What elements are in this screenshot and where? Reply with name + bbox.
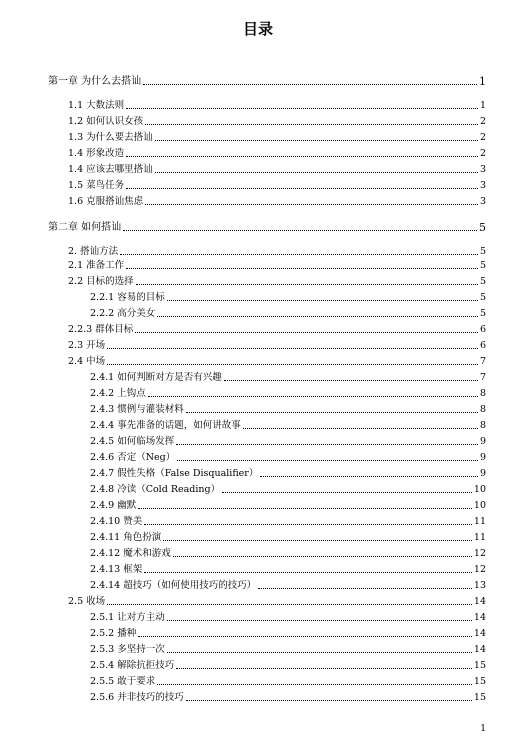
toc-entry-page: 9: [479, 436, 486, 447]
toc-entry-page: 6: [479, 324, 486, 335]
toc-entry[interactable]: [90, 500, 486, 512]
toc-leader-dots: [126, 108, 478, 109]
toc-leader-dots: [186, 700, 472, 701]
toc-entry[interactable]: [90, 372, 486, 384]
toc-entry[interactable]: [68, 148, 486, 160]
toc-entry-label: 2.4.7 假性失格（False Disqualifier）: [90, 468, 259, 479]
toc-entry[interactable]: [90, 404, 486, 416]
toc-entry-page: 5: [479, 276, 486, 287]
toc-entry-page: 1: [479, 75, 486, 88]
toc-entry-page: 2: [479, 132, 486, 143]
toc-entry[interactable]: [90, 580, 486, 592]
toc-entry-page: 11: [473, 516, 486, 527]
toc-entry-page: 3: [479, 164, 486, 175]
toc-entry-page: 5: [479, 246, 486, 257]
toc-entry[interactable]: [90, 420, 486, 432]
toc-entry-page: 15: [473, 676, 486, 687]
toc-entry[interactable]: [90, 484, 486, 496]
page-number: 1: [480, 724, 486, 734]
toc-entry[interactable]: [68, 116, 486, 128]
toc-leader-dots: [145, 204, 478, 205]
toc-entry[interactable]: [68, 246, 486, 258]
toc-leader-dots: [144, 524, 472, 525]
toc-entry-page: 15: [473, 692, 486, 703]
toc-entry-label: 2.5.5 敢于要求: [90, 676, 156, 687]
toc-entry-label: 2.4.11 角色扮演: [90, 532, 162, 543]
toc-entry[interactable]: [90, 676, 486, 688]
toc-leader-dots: [163, 540, 472, 541]
toc-entry-page: 14: [473, 628, 486, 639]
toc-entry-label: 2.2.2 高分美女: [90, 308, 156, 319]
toc-entry-label: 2.5.2 播种: [90, 628, 137, 639]
toc-leader-dots: [120, 254, 478, 255]
toc-entry[interactable]: [90, 612, 486, 624]
toc-leader-dots: [157, 684, 472, 685]
toc-entry-page: 5: [479, 221, 486, 234]
toc-entry-page: 8: [479, 420, 486, 431]
toc-entry-label: 2.4.6 否定（Neg）: [90, 452, 176, 463]
toc-leader-dots: [167, 300, 478, 301]
toc-entry[interactable]: [68, 356, 486, 368]
toc-entry-label: 2.4.4 事先准备的话题，如何讲故事: [90, 420, 241, 431]
toc-entry[interactable]: [90, 292, 486, 304]
toc-entry-page: 11: [473, 532, 486, 543]
toc-leader-dots: [107, 364, 478, 365]
toc-entry-page: 2: [479, 148, 486, 159]
toc-entry[interactable]: [90, 564, 486, 576]
toc-entry[interactable]: [68, 164, 486, 176]
toc-leader-dots: [136, 284, 478, 285]
toc-leader-dots: [157, 316, 478, 317]
toc-entry-label: 1.2 如何认识女孩: [68, 116, 144, 127]
toc-chapter-entry[interactable]: [48, 76, 486, 88]
toc-entry-page: 8: [479, 404, 486, 415]
toc-entry[interactable]: [90, 452, 486, 464]
toc-entry[interactable]: [90, 660, 486, 672]
toc-entry[interactable]: [90, 548, 486, 560]
toc-entry-label: 2.5.3 多坚持一次: [90, 644, 165, 655]
toc-entry-page: 3: [479, 180, 486, 191]
toc-entry-label: 1.5 菜鸟任务: [68, 180, 125, 191]
toc-entry-label: 2.2.1 容易的目标: [90, 292, 165, 303]
toc-entry-label: 2.2 目标的选择: [68, 276, 134, 287]
toc-entry-page: 15: [473, 660, 486, 671]
toc-entry-page: 5: [479, 292, 486, 303]
toc-leader-dots: [243, 428, 478, 429]
toc-entry-label: 2. 搭讪方法: [68, 246, 119, 257]
toc-entry-page: 8: [479, 388, 486, 399]
toc-entry[interactable]: [90, 436, 486, 448]
toc-entry-label: 1.4 应该去哪里搭讪: [68, 164, 153, 175]
toc-entry-page: 13: [473, 580, 486, 591]
toc-leader-dots: [258, 588, 472, 589]
toc-entry[interactable]: [68, 324, 486, 336]
toc-entry-label: 1.4 形象改造: [68, 148, 125, 159]
toc-entry-page: 5: [479, 260, 486, 271]
toc-leader-dots: [138, 508, 472, 509]
toc-entry-label: 2.4.2 上钩点: [90, 388, 146, 399]
toc-entry-page: 6: [479, 340, 486, 351]
toc-entry-page: 10: [473, 484, 486, 495]
toc-leader-dots: [135, 332, 478, 333]
toc-entry[interactable]: [90, 468, 486, 480]
toc-leader-dots: [176, 444, 478, 445]
toc-leader-dots: [123, 230, 477, 231]
toc-leader-dots: [143, 84, 477, 85]
toc-entry[interactable]: [68, 260, 486, 272]
toc-entry-page: 12: [473, 548, 486, 559]
toc-leader-dots: [107, 348, 478, 349]
toc-entry[interactable]: [90, 692, 486, 704]
toc-leader-dots: [107, 604, 472, 605]
toc-leader-dots: [144, 572, 472, 573]
toc-leader-dots: [138, 636, 472, 637]
page-title: 目录: [242, 20, 273, 38]
toc-entry-label: 2.1 准备工作: [68, 260, 125, 271]
toc-entry[interactable]: [68, 276, 486, 288]
toc-entry-page: 14: [473, 644, 486, 655]
toc-entry-page: 2: [479, 116, 486, 127]
toc-leader-dots: [224, 380, 478, 381]
toc-entry-label: 2.4.3 惯例与灌装材料: [90, 404, 184, 415]
toc-chapter-entry[interactable]: [48, 222, 486, 234]
toc-leader-dots: [173, 556, 472, 557]
toc-entry-label: 2.2.3 群体目标: [68, 324, 134, 335]
toc-leader-dots: [167, 620, 472, 621]
toc-leader-dots: [177, 460, 478, 461]
toc-entry-label: 2.4.14 超技巧（如何使用技巧的技巧）: [90, 580, 257, 591]
toc-leader-dots: [155, 140, 478, 141]
toc-entry[interactable]: [90, 516, 486, 528]
toc-entry-label: 2.4.5 如何临场发挥: [90, 436, 175, 447]
toc-entry-label: 2.3 开场: [68, 340, 106, 351]
toc-entry[interactable]: [90, 388, 486, 400]
toc-entry-label: 2.4.13 框架: [90, 564, 143, 575]
toc-leader-dots: [260, 476, 478, 477]
toc-leader-dots: [126, 156, 478, 157]
toc-entry[interactable]: [68, 100, 486, 112]
toc-entry-label: 2.4.1 如何判断对方是否有兴趣: [90, 372, 222, 383]
toc-entry-label: 2.5 收场: [68, 596, 106, 607]
toc-entry-page: 9: [479, 452, 486, 463]
toc-entry[interactable]: [68, 340, 486, 352]
toc-entry[interactable]: [90, 628, 486, 640]
toc-leader-dots: [186, 412, 478, 413]
toc-entry-label: 2.5.1 让对方主动: [90, 612, 165, 623]
toc-leader-dots: [167, 652, 472, 653]
toc-entry-label: 1.6 克服搭讪焦虑: [68, 196, 144, 207]
toc-leader-dots: [176, 668, 472, 669]
toc-leader-dots: [126, 188, 478, 189]
toc-entry-page: 10: [473, 500, 486, 511]
toc-entry-page: 7: [479, 356, 486, 367]
toc-entry-page: 12: [473, 564, 486, 575]
toc-entry[interactable]: [90, 532, 486, 544]
toc-entry-label: 第二章 如何搭讪: [48, 222, 122, 233]
toc-entry-label: 2.5.4 解除抗拒技巧: [90, 660, 175, 671]
toc-entry-page: 14: [473, 612, 486, 623]
toc-entry-label: 2.4.12 魔术和游戏: [90, 548, 171, 559]
toc-entry[interactable]: [68, 596, 486, 608]
toc-entry[interactable]: [68, 196, 486, 208]
toc-entry[interactable]: [90, 308, 486, 320]
toc-entry[interactable]: [90, 644, 486, 656]
toc-entry-page: 7: [479, 372, 486, 383]
toc-entry-label: 2.4 中场: [68, 356, 106, 367]
toc-leader-dots: [145, 124, 478, 125]
toc-entry-label: 第一章 为什么去搭讪: [48, 76, 142, 87]
toc-entry-label: 2.4.9 幽默: [90, 500, 137, 511]
toc-entry[interactable]: [68, 132, 486, 144]
toc-leader-dots: [155, 172, 478, 173]
toc-entry-page: 14: [473, 596, 486, 607]
toc-leader-dots: [148, 396, 478, 397]
toc-leader-dots: [126, 268, 478, 269]
toc-leader-dots: [222, 492, 472, 493]
toc-entry-label: 1.3 为什么要去搭讪: [68, 132, 153, 143]
toc-entry-page: 9: [479, 468, 486, 479]
toc-entry-label: 2.5.6 并非技巧的技巧: [90, 692, 184, 703]
toc-entry-page: 5: [479, 308, 486, 319]
toc-entry-label: 2.4.8 冷读（Cold Reading）: [90, 484, 221, 495]
toc-entry[interactable]: [68, 180, 486, 192]
toc-entry-page: 1: [479, 100, 486, 111]
toc-entry-page: 3: [479, 196, 486, 207]
toc-entry-label: 2.4.10 赞美: [90, 516, 143, 527]
toc-entry-label: 1.1 大数法则: [68, 100, 125, 111]
